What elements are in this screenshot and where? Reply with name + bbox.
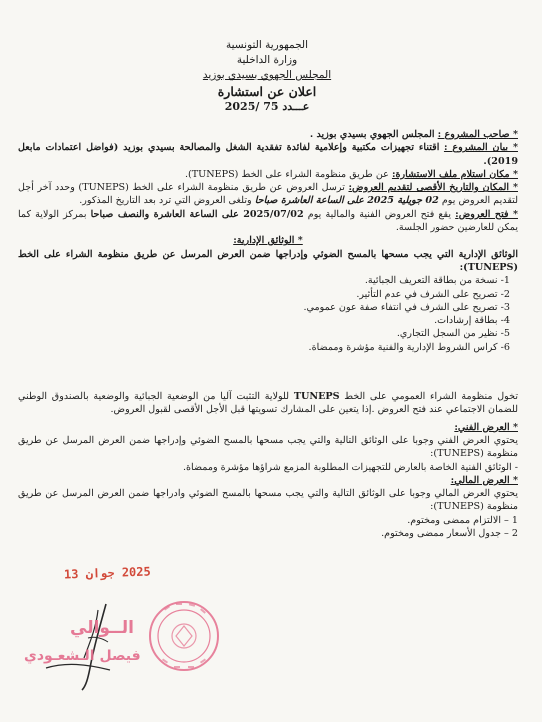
letterhead bbox=[202, 38, 332, 114]
list-item: 1 – الالتزام ممضى ومختوم. bbox=[407, 514, 518, 526]
announcement-body bbox=[18, 128, 518, 540]
ministry-name: وزارة الداخلية bbox=[236, 54, 298, 66]
list-item: 4- بطاقة إرشادات. bbox=[434, 315, 510, 327]
tuneps-note bbox=[18, 390, 518, 417]
official-seal-icon bbox=[146, 598, 222, 674]
file-place-value: عن طريق منظومة الشراء على الخط (TUNEPS). bbox=[184, 168, 389, 180]
admin-docs-heading-line bbox=[18, 234, 518, 247]
handwritten-signature-icon bbox=[36, 598, 132, 694]
date-stamp: 2025 جوان 13 bbox=[63, 564, 151, 582]
file-place-label: * مكان استلام ملف الاستشارة: bbox=[391, 168, 518, 180]
deadline-text-after: وتلغى العروض التي ترد بعد التاريخ المذكور. bbox=[79, 195, 252, 207]
list-item: 6- كراس الشروط الإدارية والفنية مؤشرة وممضاة. bbox=[308, 341, 510, 353]
tuneps-note-after: للولاية التثبت آليا من الوضعية الجبائية والوضعية بالصندوق الوطني للضمان الاجتماعي عند فتح العروض .إذا يتعين على المشارك تسويتها قبل الأجل الأقصى لقبول العروض. bbox=[18, 391, 518, 416]
tuneps-keyword: TUNEPS bbox=[293, 391, 340, 403]
deadline-date: 02 جويلية 2025 على الساعة العاشرة صباحا bbox=[254, 195, 439, 207]
owner-line bbox=[18, 128, 518, 141]
deadline-line bbox=[18, 181, 518, 208]
council-name: المجلس الجهوي بسيدي بوزيد bbox=[202, 69, 332, 81]
deadline-text-before: ترسل العروض عن طريق منظومة الشراء على الخط (TUNEPS) وحدد آخر أجل لتقديم العروض يوم bbox=[18, 182, 518, 207]
project-value: اقتناء تجهيزات مكتبية وإعلامية لفائدة تفقدية الشغل والمصالحة بسيدي بوزيد (فواضل اعتمادات مابعل 2019). bbox=[18, 142, 518, 167]
financial-intro: يحتوي العرض المالي وجوبا على الوثائق التالية والتي يجب مسحها بالمسح الضوئي وادراجها ضمن العرض المرسل عن طريق منظومة (TUNEPS): bbox=[18, 488, 518, 513]
owner-label: * صاحب المشروع : bbox=[437, 129, 518, 140]
list-item: 1- نسخة من بطاقة التعريف الجبائية. bbox=[364, 275, 510, 287]
list-item: 2 – جدول الأسعار ممضى ومختوم. bbox=[381, 528, 518, 540]
admin-docs-intro: الوثائق الإدارية التي يجب مسحها بالمسح الضوئي وإدراجها ضمن العرض المرسل عن طريق منظومة الشراء على الخط (TUNEPS): bbox=[18, 248, 518, 273]
financial-heading-line bbox=[18, 474, 518, 487]
project-label: * بيان المشروع : bbox=[443, 142, 518, 154]
opening-label: * فتح العروض: bbox=[455, 208, 518, 220]
technical-item: - الوثائق الفنية الخاصة بالعارض للتجهيزات المطلوبة المزمع شراؤها مؤشرة وممضاة. bbox=[182, 461, 518, 473]
opening-text-before: يقع فتح العروض الفنية والمالية يوم bbox=[307, 208, 452, 220]
deadline-label: * المكان والتاريخ الأقصى لتقديم العروض: bbox=[348, 182, 518, 194]
project-line bbox=[18, 141, 518, 168]
list-item: 2- تصريح على الشرف في عدم التأثير. bbox=[356, 288, 510, 300]
admin-docs-list bbox=[18, 274, 518, 354]
list-item: 3- تصريح على الشرف في انتفاء صفة عون عمومي. bbox=[303, 301, 510, 313]
technical-heading-line bbox=[18, 421, 518, 434]
opening-date: 2025/07/02 على الساعة العاشرة والنصف صباحا bbox=[90, 208, 304, 220]
admin-docs-heading: * الوثائق الإدارية: bbox=[233, 235, 303, 247]
document-title: اعلان عن استشارة bbox=[217, 84, 317, 99]
technical-heading: * العرض الفني: bbox=[454, 421, 518, 433]
opening-text-after: بمركز الولاية كما يمكن للعارضين حضور الجلسة. bbox=[18, 208, 518, 234]
tuneps-note-before: تخول منظومة الشراء العمومي على الخط bbox=[344, 391, 518, 403]
opening-line bbox=[18, 208, 518, 235]
announcement-number: عـــدد 75 /2025 bbox=[224, 100, 310, 113]
financial-heading: * العرض المالي: bbox=[450, 474, 518, 486]
signatory-title: الــوالي bbox=[70, 618, 134, 638]
owner-value: المجلس الجهوي بسيدي بوزيد . bbox=[309, 129, 435, 140]
list-item: 5- نظير من السجل التجاري. bbox=[396, 328, 510, 340]
file-place-line bbox=[18, 168, 518, 181]
country-name: الجمهورية التونسية bbox=[226, 39, 308, 51]
spacer bbox=[18, 354, 518, 390]
technical-intro: يحتوي العرض الفني وجوبا على الوثائق التالية والتي يجب مسحها بالمسح الضوئي وإدراجها ضمن العرض المرسل عن طريق منظومة (TUNEPS): bbox=[18, 434, 518, 460]
signatory-name: فيصل الـشعـودي bbox=[24, 648, 141, 664]
